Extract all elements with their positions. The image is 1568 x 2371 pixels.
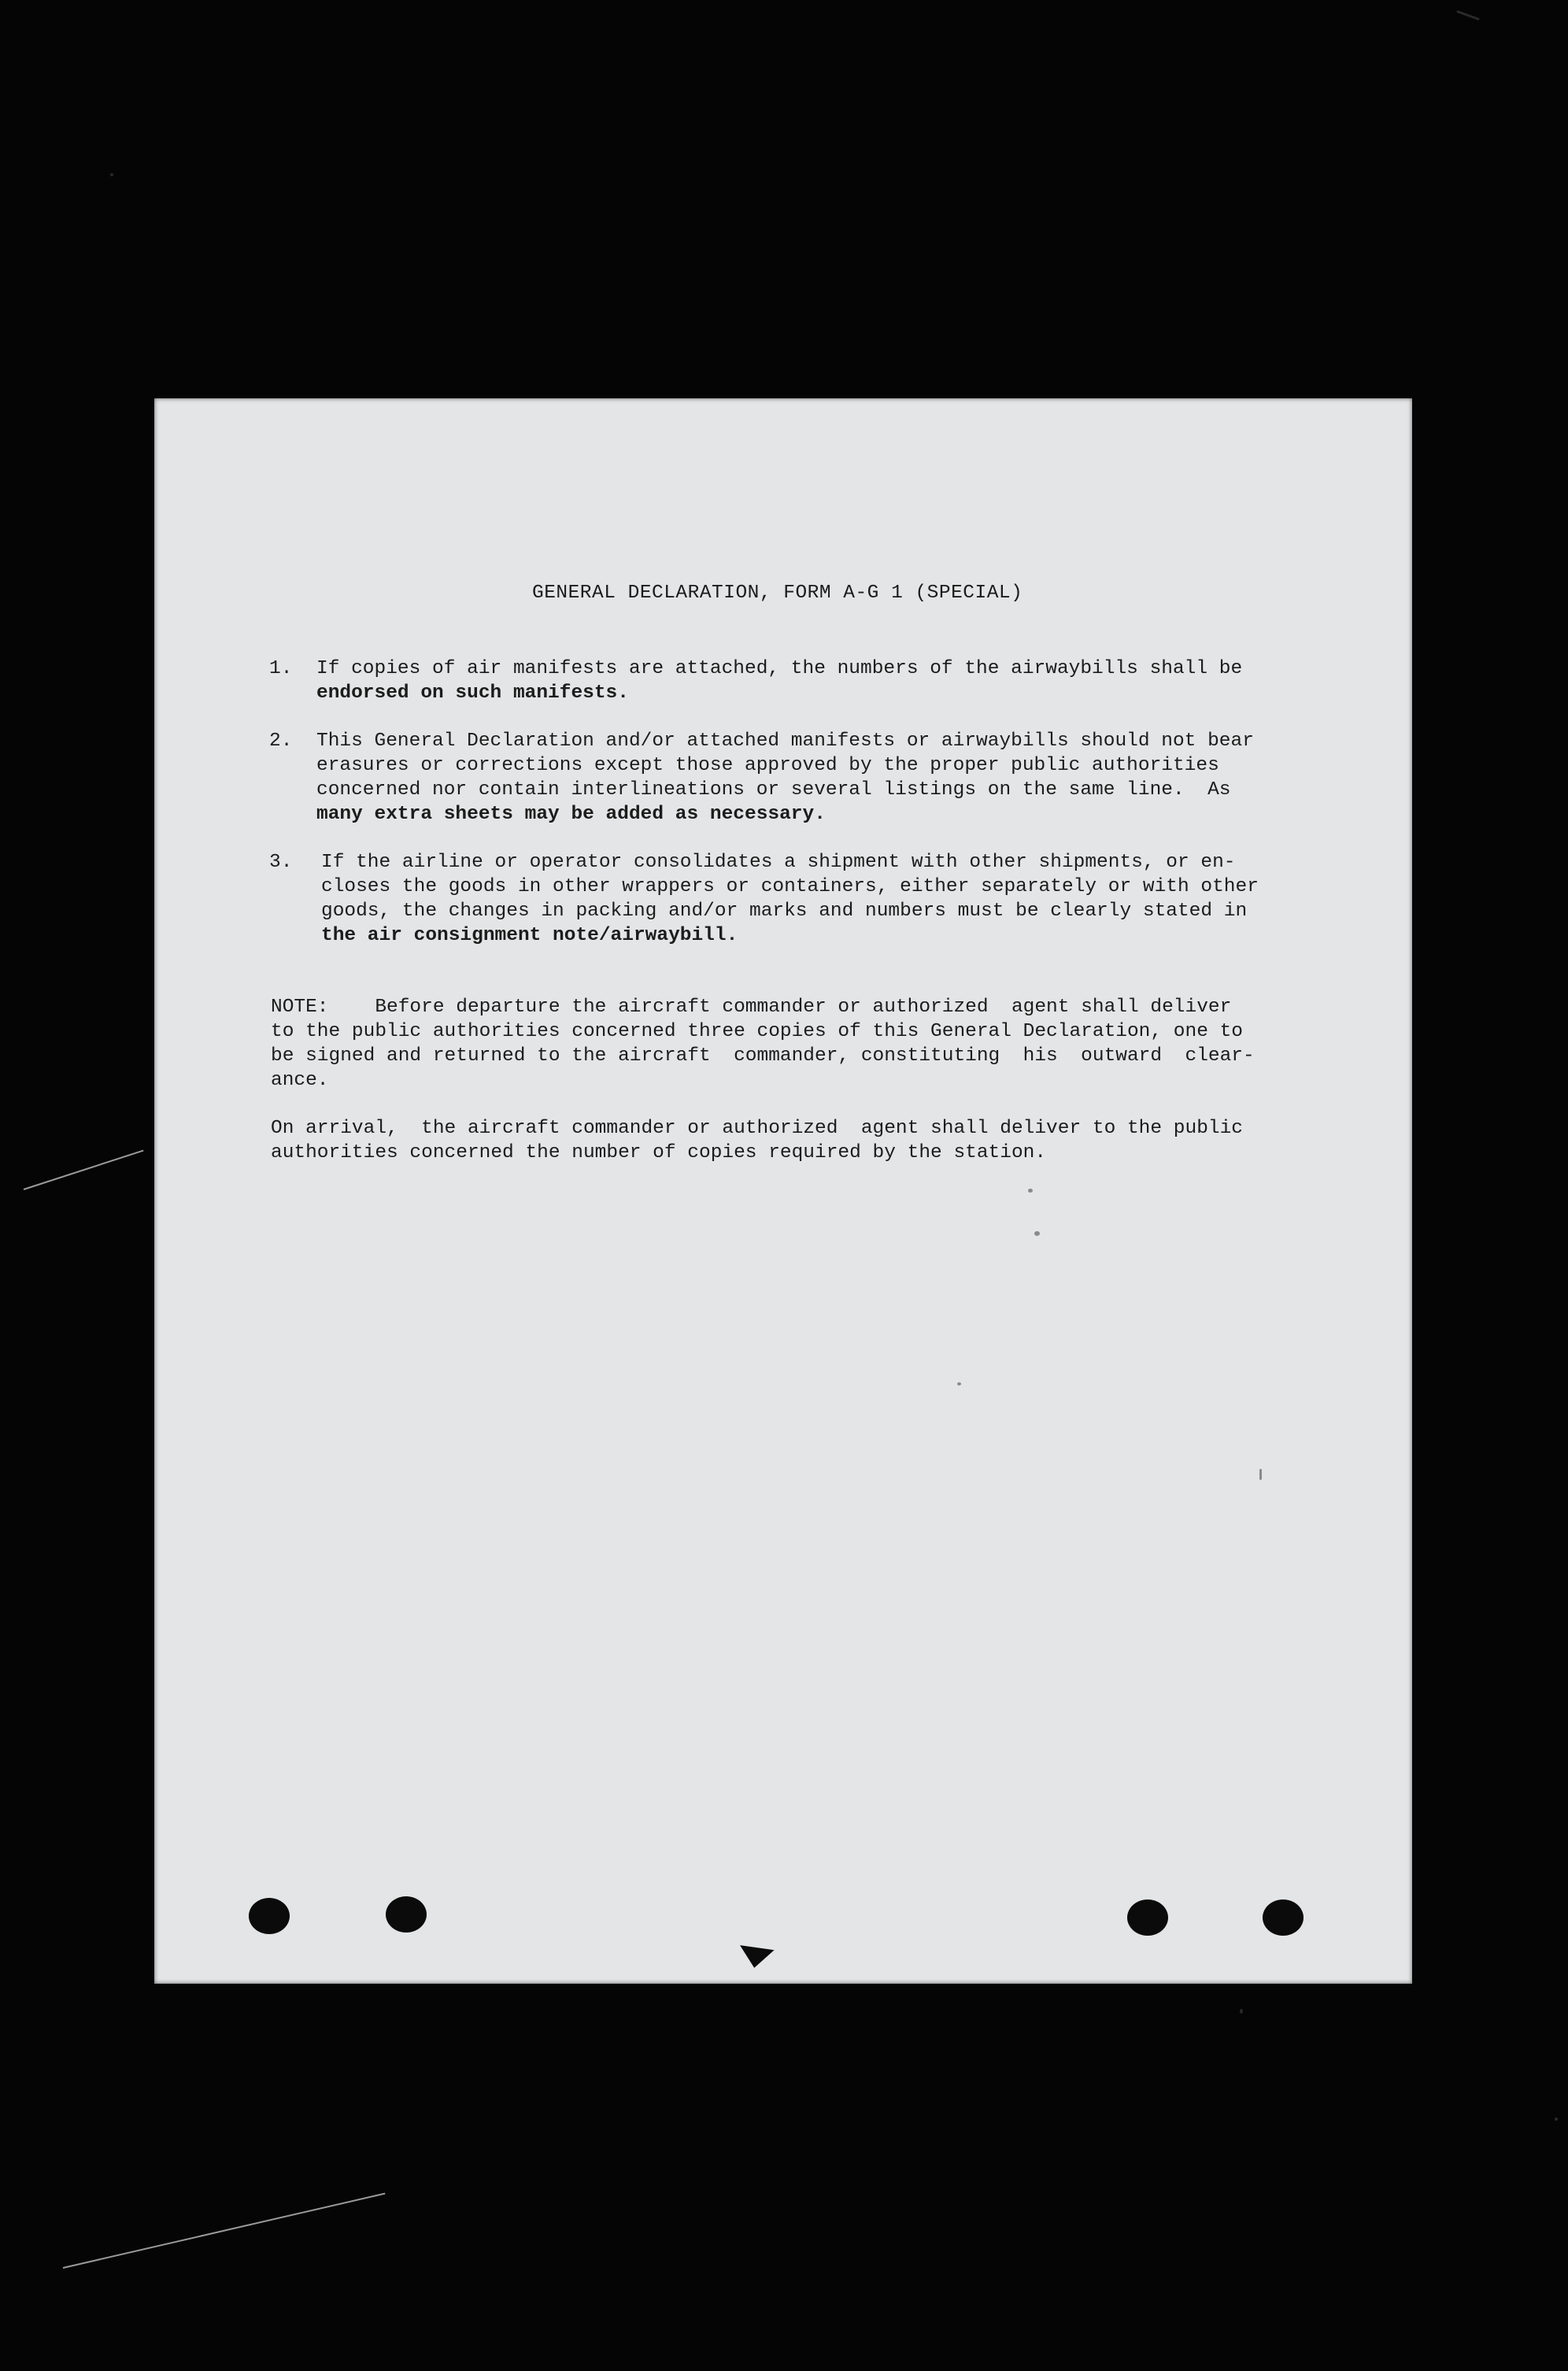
item-text-line: erasures or corrections except those approved by the proper public authorities xyxy=(316,755,1219,776)
punch-hole xyxy=(1263,1899,1304,1936)
paper-speck xyxy=(1034,1231,1040,1236)
punch-hole xyxy=(386,1896,427,1933)
item-text-line: many extra sheets may be added as necessary. xyxy=(316,804,826,825)
item-number: 2. xyxy=(269,731,293,752)
document-page xyxy=(154,398,1412,1984)
item-text-line: This General Declaration and/or attached manifests or airwaybills should not bear xyxy=(316,731,1254,752)
item-text-line: goods, the changes in packing and/or marks and numbers must be clearly stated in xyxy=(321,901,1248,922)
scan-dust xyxy=(1240,2009,1243,2014)
scan-dust xyxy=(1555,2118,1558,2121)
note-text-line: ance. xyxy=(271,1070,329,1091)
scan-scratch xyxy=(24,1150,144,1190)
arrival-text-line: authorities concerned the number of copies required by the station. xyxy=(271,1142,1047,1163)
document-title: GENERAL DECLARATION, FORM A-G 1 (SPECIAL) xyxy=(532,583,1023,604)
note-text-line: NOTE: Before departure the aircraft commander or authorized agent shall deliver xyxy=(271,997,1232,1018)
item-text-line: If copies of air manifests are attached, the numbers of the airwaybills shall be xyxy=(316,658,1243,679)
item-text-line: closes the goods in other wrappers or containers, either separately or with other xyxy=(321,876,1259,897)
registration-mark-icon xyxy=(737,1945,774,1970)
item-text-line: concerned nor contain interlineations or several listings on the same line. As xyxy=(316,779,1231,801)
paper-speck xyxy=(1259,1469,1262,1480)
scan-dust xyxy=(1456,10,1479,20)
scan-dust xyxy=(110,173,113,176)
note-text-line: to the public authorities concerned three copies of this General Declaration, one to xyxy=(271,1021,1244,1042)
punch-hole xyxy=(1127,1899,1168,1936)
arrival-text-line: On arrival, the aircraft commander or authorized agent shall deliver to the public xyxy=(271,1118,1244,1139)
paper-speck xyxy=(957,1382,961,1385)
item-text-line: endorsed on such manifests. xyxy=(316,682,629,704)
item-text-line: If the airline or operator consolidates a shipment with other shipments, or en- xyxy=(321,852,1236,873)
item-number: 3. xyxy=(269,852,293,873)
item-text-line: the air consignment note/airwaybill. xyxy=(321,925,738,946)
item-number: 1. xyxy=(269,658,293,679)
scan-scratch xyxy=(63,2193,386,2269)
note-text-line: be signed and returned to the aircraft commander, constituting his outward clear- xyxy=(271,1045,1255,1067)
punch-hole xyxy=(249,1898,290,1934)
paper-speck xyxy=(1028,1189,1033,1193)
